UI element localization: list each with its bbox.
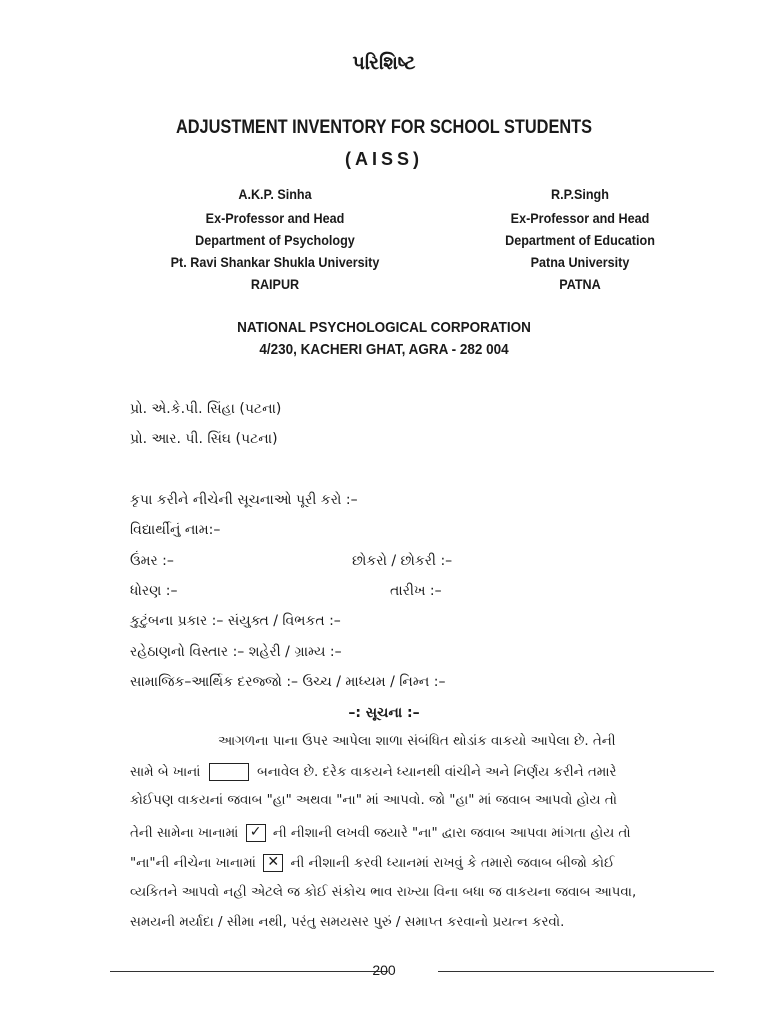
author-department: Department of Psychology	[195, 232, 355, 248]
instructions-line-4	[130, 824, 686, 842]
credit-line-singh: પ્રો. આર. પી. સિંઘ (પટના)	[130, 431, 278, 447]
publisher-address: 4/230, KACHERI GHAT, AGRA - 282 004	[259, 341, 509, 358]
student-name-label: વિદ્યાર્થીનું નામ:–	[130, 522, 221, 538]
author-block-sinha	[127, 183, 424, 295]
inventory-acronym: (AISS)	[345, 149, 423, 169]
footer-rule-left	[110, 971, 388, 972]
instructions-heading: –: સૂચના :–	[348, 705, 420, 721]
age-label: ઉંમર :–	[130, 553, 174, 569]
residence-label: રહેઠાણનો વિસ્તાર :– શહેરી / ગ્રામ્ય :–	[130, 644, 342, 660]
checkmark-box-icon: ✓	[246, 824, 266, 842]
author-block-singh	[432, 183, 729, 295]
gender-label: છોકરો / છોકરી :–	[352, 553, 453, 569]
instructions-line-2a: સામે બે ખાનાં	[130, 765, 201, 780]
author-university: Patna University	[530, 254, 630, 270]
inventory-title: ADJUSTMENT INVENTORY FOR SCHOOL STUDENTS	[175, 117, 593, 138]
author-department: Department of Education	[505, 232, 655, 248]
date-label: તારીખ :–	[390, 583, 442, 599]
answer-box-icon	[209, 763, 249, 781]
socio-economic-label: સામાજિક–આર્થિક દરજ્જો :– ઉચ્ચ / માધ્યમ / નિમ્ન :–	[130, 674, 446, 690]
page-number: 200	[372, 962, 396, 978]
family-type-label: કુટુંબના પ્રકાર :– સંયુક્ત / વિભકત :–	[130, 613, 341, 629]
standard-label: ધોરણ :–	[130, 583, 178, 599]
appendix-title: પરિશિષ્ટ	[352, 52, 416, 74]
form-intro: કૃપા કરીને નીચેની સૂચનાઓ પૂરી કરો :–	[130, 492, 358, 508]
instructions-line-5a: "ના"ની નીચેના ખાનામાં	[130, 856, 256, 871]
instructions-line-7: સમયની મર્યાદા / સીમા નથી, પરંતુ સમયસર પુરું / સમાપ્ત કરવાનો પ્રયત્ન કરવો.	[130, 915, 565, 930]
instructions-line-6: વ્યકિતને આપવો નહી એટલે જ કોઈ સંકોચ ભાવ રાખ્યા વિના બધા જ વાકયના જવાબ આપવા,	[130, 885, 637, 900]
instructions-line-4b: ની નીશાની લખવી જયારે "ના" દ્વારા જવાબ આપવા માંગતા હોય તો	[272, 826, 631, 841]
author-position: Ex-Professor and Head	[510, 210, 650, 226]
instructions-line-1: આગળના પાના ઉપર આપેલા શાળા સંબંધિત થોડાંક વાકયો આપેલા છે. તેની	[218, 734, 616, 749]
instructions-line-5	[130, 854, 686, 872]
instructions-line-5b: ની નીશાની કરવી ધ્યાનમાં રાખવું કે તમારો જવાબ બીજો કોઈ	[290, 856, 615, 871]
author-name: A.K.P. Sinha	[238, 186, 312, 202]
instructions-line-3: કોઈપણ વાકયનાં જવાબ "હા" અથવા "ના" માં આપવો. જો "હા" માં જવાબ આપવો હોય તો	[130, 793, 617, 808]
instructions-line-2b: બનાવેલ છે. દરેક વાકયને ધ્યાનથી વાંચીને અને નિર્ણય કરીને તમારે	[256, 765, 617, 780]
publisher-name: NATIONAL PSYCHOLOGICAL CORPORATION	[237, 319, 531, 336]
author-university: Pt. Ravi Shankar Shukla University	[170, 254, 380, 270]
instructions-line-2	[130, 763, 686, 781]
footer-rule-right	[438, 971, 714, 972]
publisher-block	[38, 317, 729, 361]
author-city: RAIPUR	[250, 276, 300, 292]
credit-line-sinha: પ્રો. એ.કે.પી. સિંહા (પટના)	[130, 401, 282, 417]
author-name: R.P.Singh	[551, 186, 609, 202]
instructions-line-4a: તેની સામેના ખાનામાં	[130, 826, 239, 841]
cross-box-icon: ✕	[263, 854, 283, 872]
author-city: PATNA	[559, 276, 601, 292]
author-position: Ex-Professor and Head	[205, 210, 345, 226]
